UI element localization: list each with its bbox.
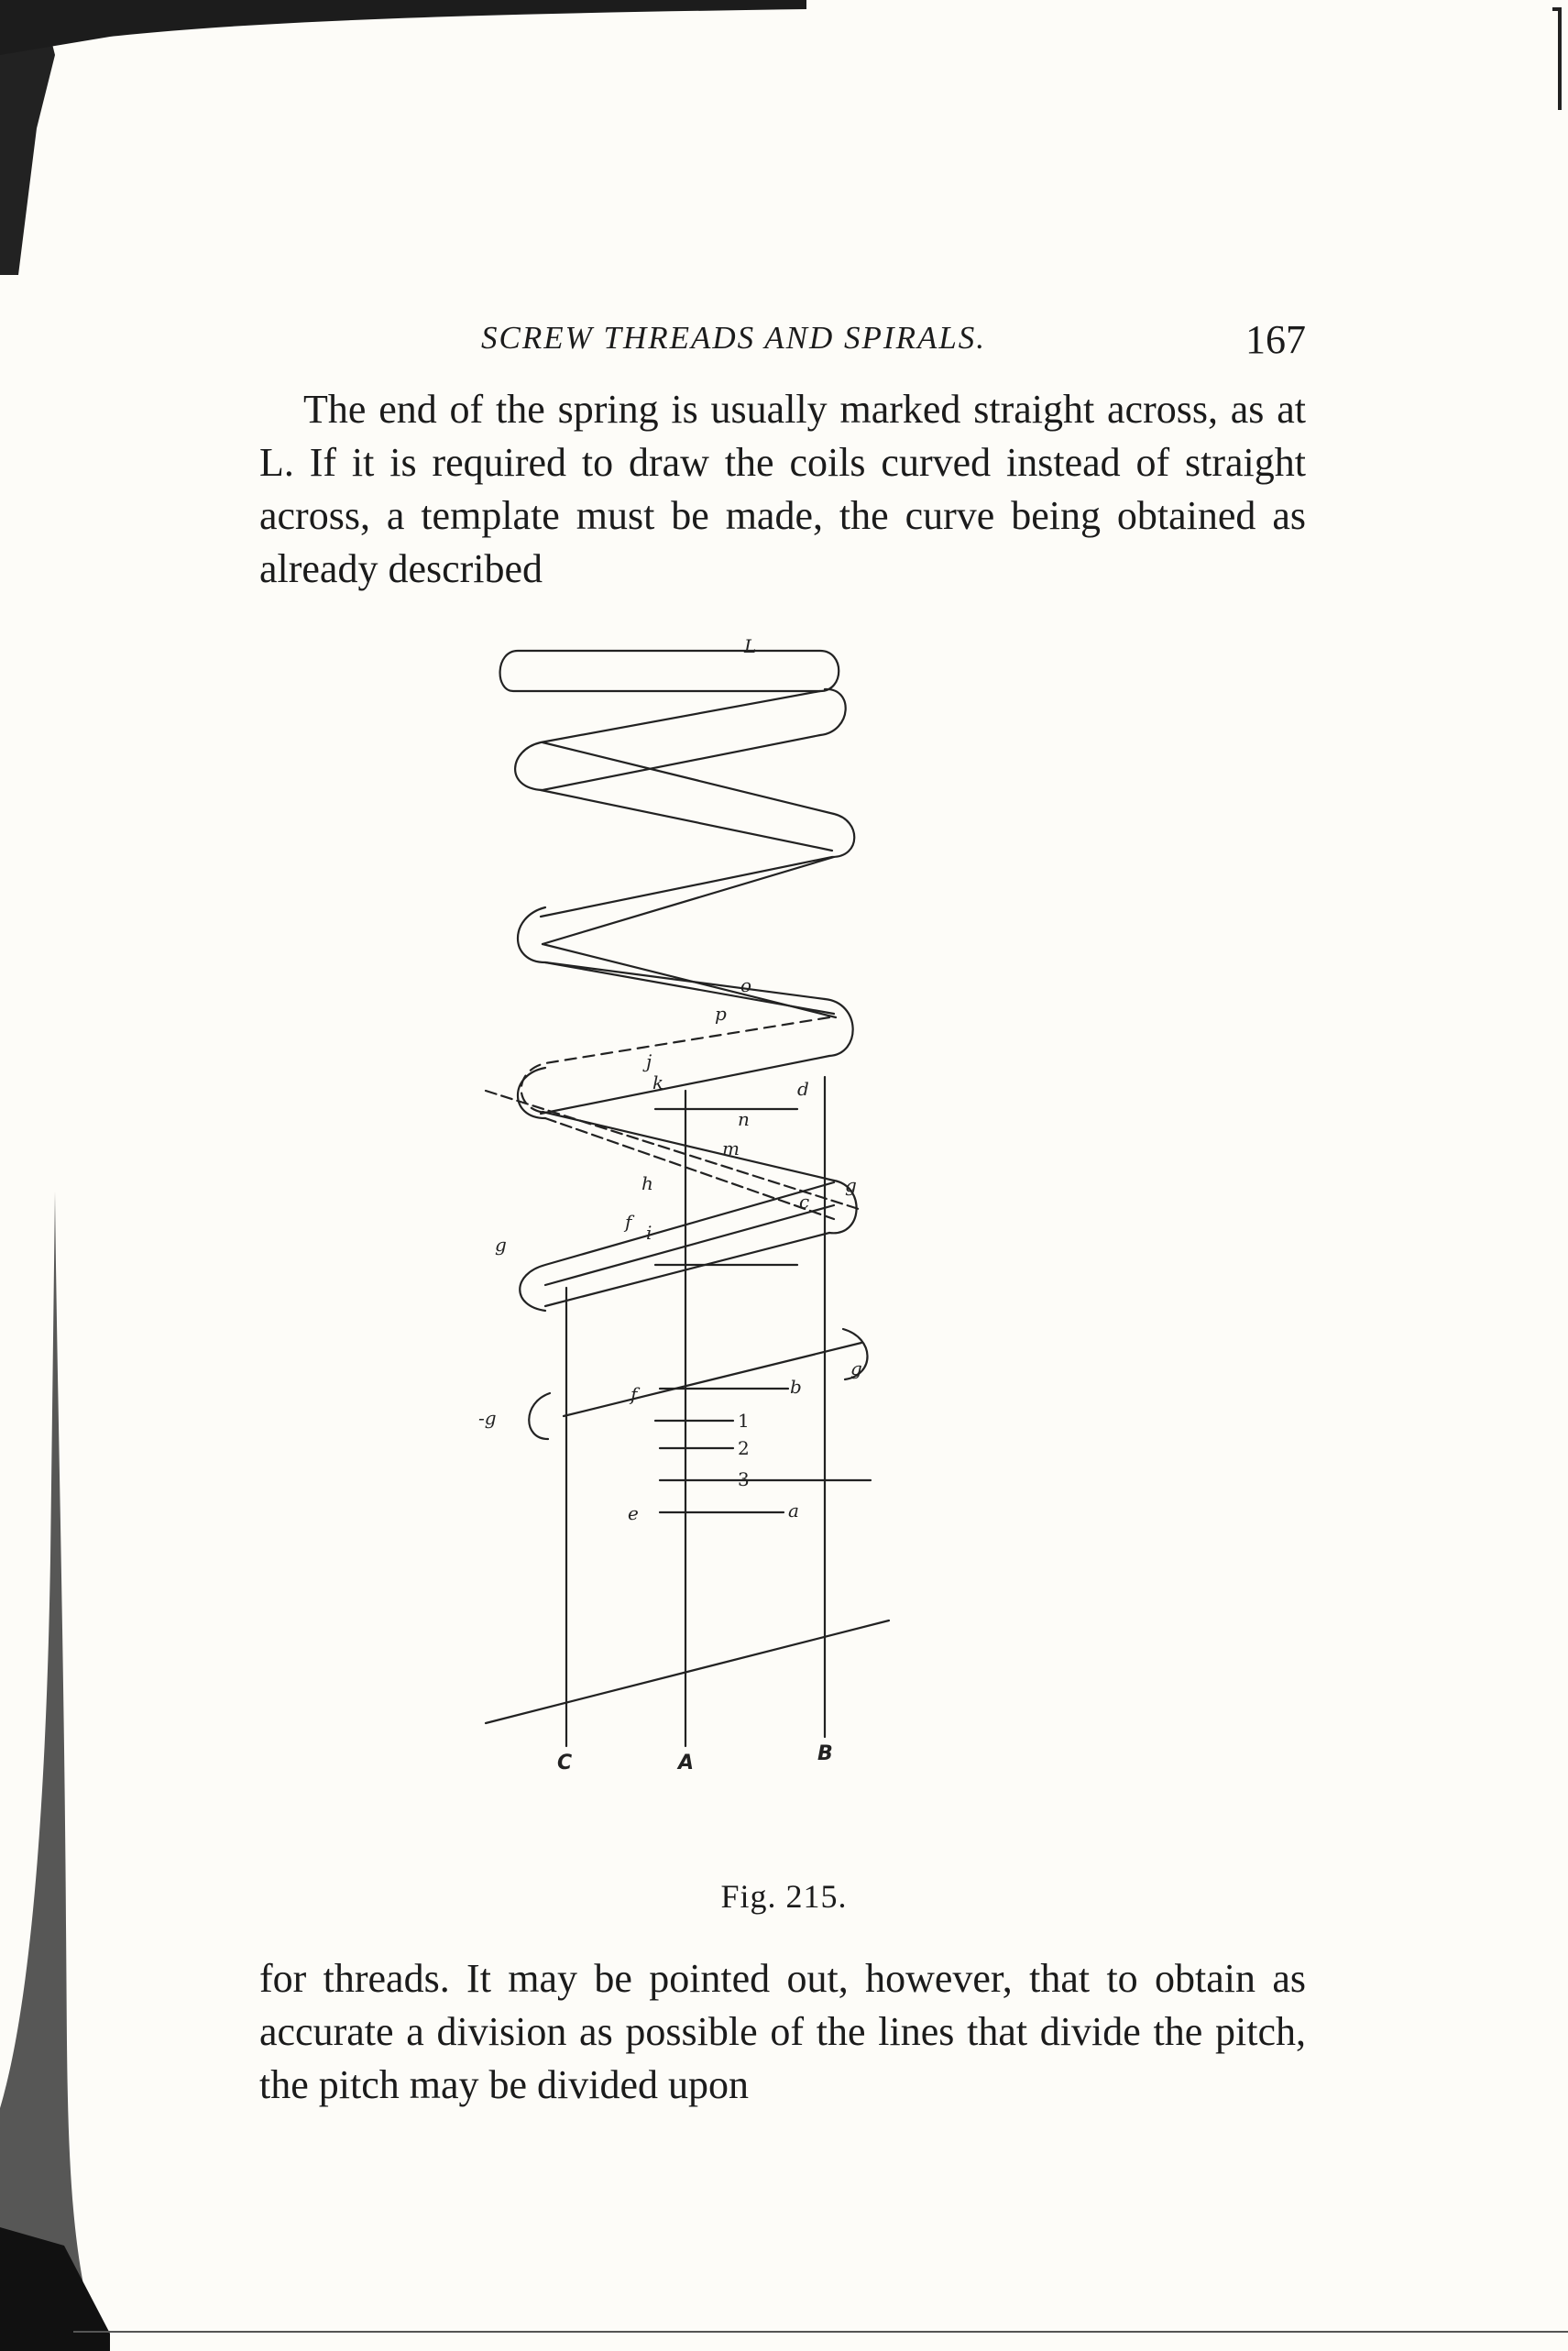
- fig-label-g-left-1: g: [495, 1234, 507, 1256]
- figure-caption: Fig. 215.: [720, 1878, 848, 1915]
- paragraph-bottom: [259, 1952, 1306, 2112]
- fig-label-A: A: [678, 1752, 695, 1774]
- fig-label-o: o: [740, 974, 752, 996]
- fig-label-f-lower: f: [630, 1383, 638, 1405]
- fig-label-g-right-2: g: [850, 1357, 862, 1379]
- fig-label-B: B: [817, 1742, 833, 1765]
- fig-label-f-upper: f: [625, 1211, 632, 1233]
- spring-end-coil: [500, 651, 839, 691]
- spring-drawing: [458, 632, 1100, 1861]
- fig-label-3: 3: [738, 1468, 750, 1490]
- fig-label-b: b: [790, 1376, 802, 1398]
- fig-label-e: e: [628, 1502, 639, 1524]
- fig-label-2: 2: [738, 1437, 750, 1459]
- scan-binding-shadow: [0, 0, 110, 2351]
- fig-label-n: n: [738, 1108, 750, 1130]
- running-title: SCREW THREADS AND SPIRALS.: [481, 320, 987, 356]
- fig-label-1: 1: [738, 1410, 750, 1432]
- fig-label-p: p: [715, 1003, 727, 1025]
- running-head: [261, 316, 1306, 371]
- paragraph-bottom-text: for threads. It may be pointed out, however, that to obtain as accurate a division as possible of the lines that divide the pitch, the pitch may be divided upon: [259, 1956, 1306, 2107]
- fig-label-L: L: [744, 635, 757, 657]
- paragraph-top: [259, 383, 1306, 596]
- scan-top-smudge: [0, 0, 825, 55]
- fig-label-i: i: [646, 1222, 652, 1244]
- fig-label-j: j: [646, 1050, 652, 1072]
- page-number: 167: [1245, 317, 1306, 362]
- fig-label-k: k: [652, 1071, 664, 1093]
- fig-label-c: c: [799, 1191, 810, 1213]
- fig-label-h: h: [641, 1172, 653, 1194]
- figure-215: [458, 632, 1100, 1861]
- paragraph-top-text: The end of the spring is usually marked straight across, as at L. If it is required to draw the coils curved instead of straight across, a template must be made, the curve being obtained as already described: [259, 387, 1306, 591]
- fig-label-C: C: [557, 1752, 573, 1774]
- fig-label-a: a: [788, 1500, 799, 1522]
- scan-right-mark: [1540, 0, 1568, 128]
- fig-label-g-left-2: -g: [478, 1407, 497, 1429]
- scan-bottom-rule: [0, 2326, 1568, 2337]
- fig-label-g-right-1: g: [845, 1174, 857, 1196]
- fig-label-d: d: [797, 1078, 809, 1100]
- fig-label-m: m: [722, 1137, 740, 1159]
